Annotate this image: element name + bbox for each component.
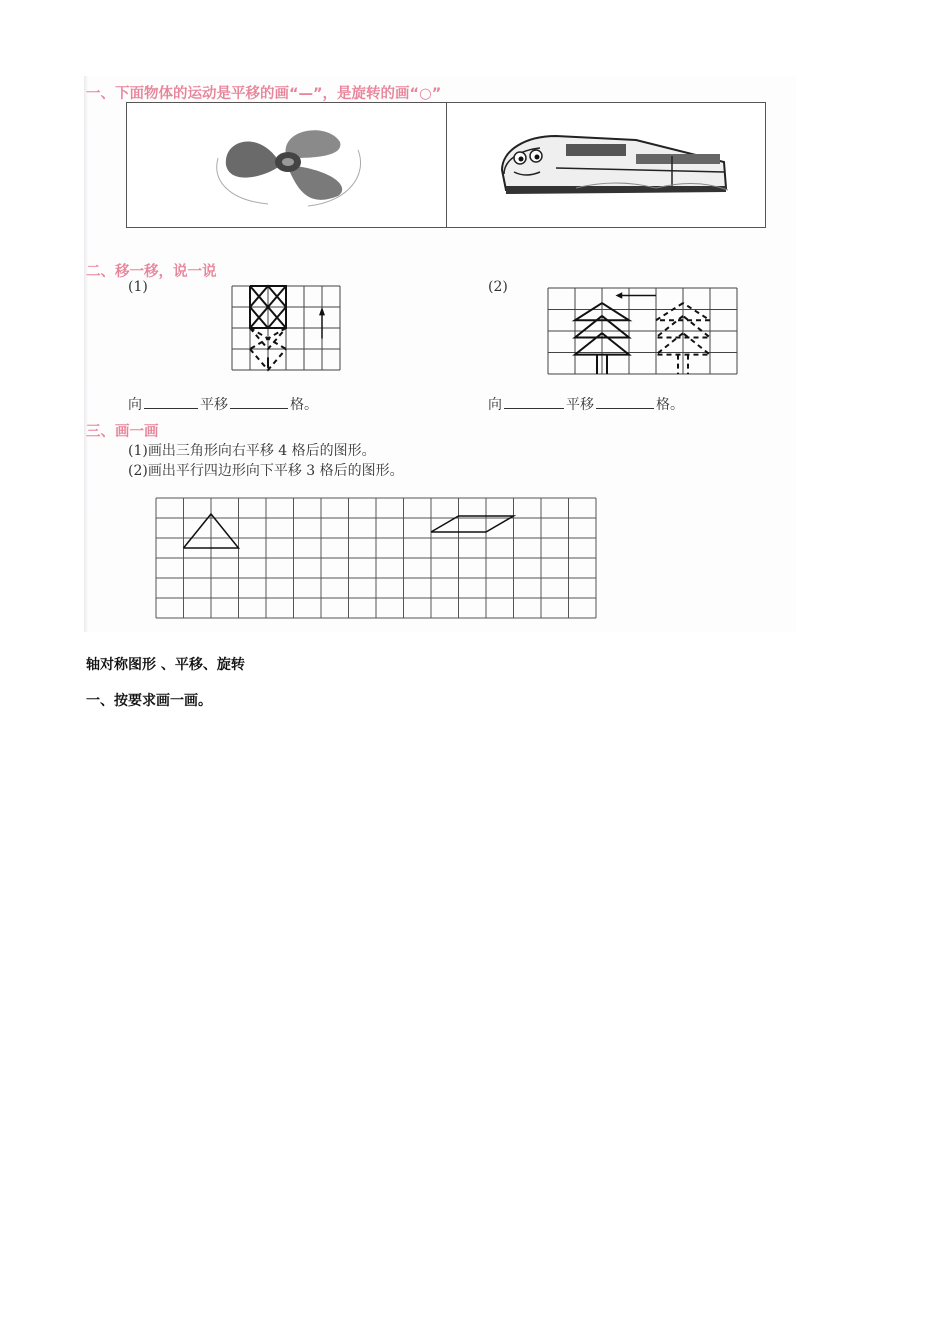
drawing-grid[interactable] — [156, 498, 600, 620]
problem2-answer-line — [488, 394, 684, 414]
problem2-label: (2) — [488, 279, 508, 295]
translation-grid-2 — [548, 288, 738, 376]
translation-grid-1 — [232, 286, 340, 372]
answer-middle: 平移 — [200, 397, 228, 413]
fan-icon — [208, 120, 368, 212]
section2-title: 二、移一移，说一说 — [86, 264, 217, 280]
cells-blank[interactable] — [596, 396, 654, 409]
train-icon — [496, 130, 746, 200]
direction-blank[interactable] — [504, 396, 564, 409]
scan-edge — [84, 76, 88, 632]
table-divider — [446, 103, 447, 227]
page-heading: 轴对称图形 、平移、旋转 — [86, 657, 245, 673]
instruction-1: (1)画出三角形向右平移 4 格后的图形。 — [128, 443, 376, 459]
section-heading: 一、按要求画一画。 — [86, 693, 212, 709]
answer-suffix: 格。 — [290, 397, 318, 413]
direction-blank[interactable] — [144, 396, 198, 409]
arrow-head — [319, 307, 325, 315]
answer-prefix: 向 — [128, 397, 142, 413]
answer-middle: 平移 — [566, 397, 594, 413]
instruction-2: (2)画出平行四边形向下平移 3 格后的图形。 — [128, 463, 404, 479]
answer-prefix: 向 — [488, 397, 502, 413]
answer-suffix: 格。 — [656, 397, 684, 413]
section3-title: 三、画一画 — [86, 424, 159, 440]
section1-title: 一、下面物体的运动是平移的画“—”，是旋转的画“○” — [86, 86, 442, 102]
problem1-label: (1) — [128, 279, 148, 295]
arrow-head — [616, 292, 623, 298]
problem1-answer-line — [128, 394, 318, 414]
cells-blank[interactable] — [230, 396, 288, 409]
